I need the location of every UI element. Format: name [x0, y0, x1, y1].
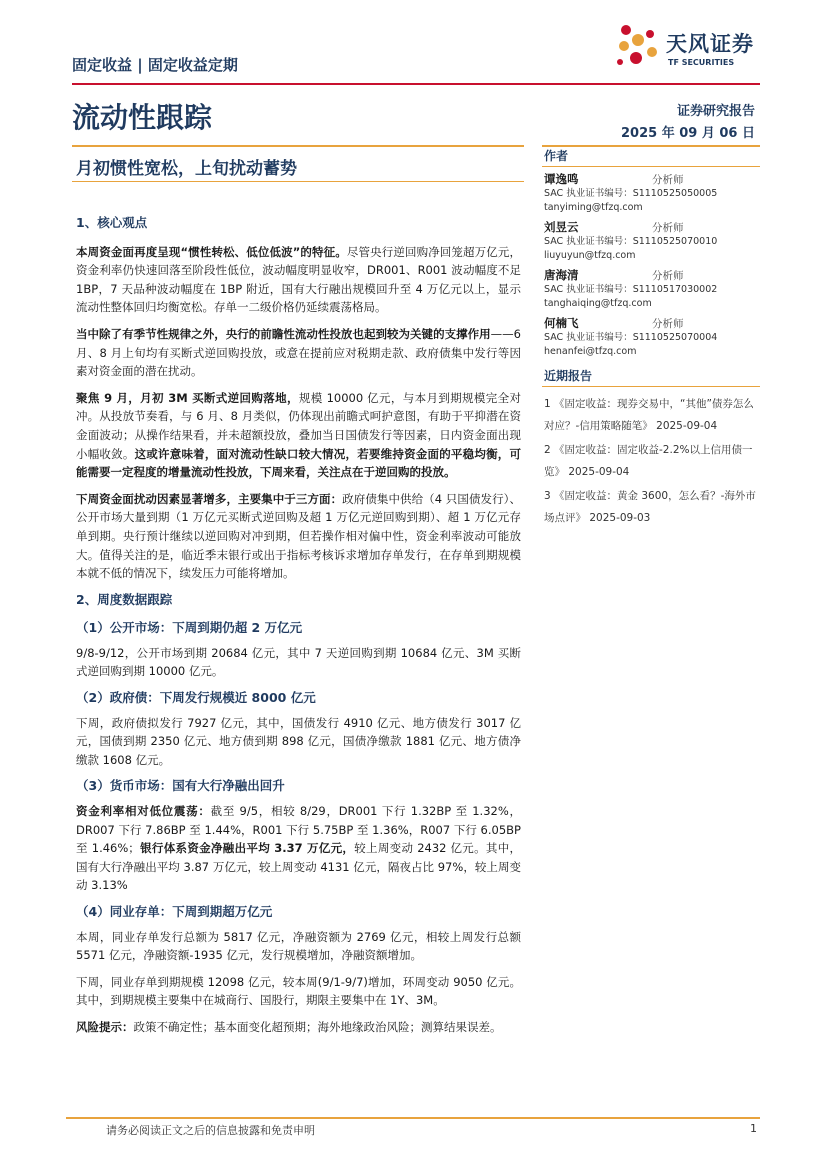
paragraph-bold: 当中除了有季节性规律之外，央行的前瞻性流动性投放也起到较为关键的支撑作用 — [76, 326, 491, 341]
recent-report-title: 1 《固定收益：现券交易中，“其他”债券怎么对应？-信用策略随笔》 — [544, 398, 754, 432]
risk-text: 政策不确定性；基本面变化超预期；海外地缘政治风险；测算结果误差。 — [133, 1019, 502, 1034]
paragraph-bold: 资金利率相对低位震荡： — [76, 804, 211, 819]
footer-disclaimer: 请务必阅读正文之后的信息披露和免责申明 — [106, 1124, 315, 1137]
author-name: 谭逸鸣 — [544, 172, 579, 186]
paragraph: 下周，政府债拟发行 7927 亿元，其中，国债发行 4910 亿元、地方债发行 3017 亿元，国债到期 2350 亿元、地方债到期 898 亿元，国债净缴款 1881 亿元、地方债净缴款 1608 亿元。 — [76, 715, 521, 767]
recent-reports-heading: 近期报告 — [542, 367, 760, 387]
subtitle-divider — [72, 181, 524, 182]
authors-heading: 作者 — [542, 147, 760, 167]
author-cert: SAC 执业证书编号：S1110517030002 — [544, 284, 718, 295]
recent-report-item[interactable] — [544, 393, 758, 437]
paragraph — [76, 490, 521, 583]
paragraph-text: ——6 月、8 月上旬均有买断式逆回购投放，或意在提前应对税期走款、政府债集中发行等因素对资金面的潜在扰动。 — [76, 326, 521, 379]
author-entry — [542, 311, 760, 359]
recent-report-item[interactable] — [544, 439, 758, 483]
author-role: 分析师 — [652, 222, 684, 234]
recent-report-date: 2025-09-04 — [568, 466, 630, 478]
section-heading: 2、周度数据跟踪 — [76, 591, 173, 607]
paragraph-text: 较上周变动 2432 亿元。其中，国有大行净融出平均 3.87 万亿元，较上周变动 4131 亿元，隔夜占比 97%，较上周变动 3.13% — [76, 841, 521, 893]
subsection-heading: （3）货币市场：国有大行净融出回升 — [76, 778, 285, 794]
main-content — [76, 212, 521, 1045]
author-email[interactable]: henanfei@tfzq.com — [544, 346, 637, 357]
author-entry — [542, 215, 760, 263]
logo-text-en: TF SECURITIES — [668, 58, 735, 67]
report-category: 固定收益 | 固定收益定期 — [72, 56, 238, 74]
paragraph: 9/8-9/12，公开市场到期 20684 亿元，其中 7 天逆回购到期 10684 亿元、3M 买断式逆回购到期 10000 亿元。 — [76, 645, 521, 679]
header-divider — [72, 83, 760, 85]
author-email[interactable]: liuyuyun@tfzq.com — [544, 250, 636, 261]
paragraph-text: 截至 9/5，相较 8/29，DR001 下行 1.32BP 至 1.32%，DR007 下行 7.86BP 至 1.44%，R001 下行 5.75BP 至 1.36%，R007 下行 6.05BP 至 1.46%； — [76, 804, 522, 856]
report-title: 流动性跟踪 — [72, 101, 213, 134]
author-cert: SAC 执业证书编号：S1110525070010 — [544, 236, 718, 247]
logo-text-cn: 天风证券 — [666, 32, 754, 56]
title-divider-left — [72, 145, 524, 147]
paragraph: 下周，同业存单到期规模 12098 亿元，较本周(9/1-9/7)增加，环周变动 9050 亿元。其中，到期规模主要集中在城商行、国股行，期限主要集中在 1Y、3M。 — [76, 974, 521, 1008]
subsection-heading: （4）同业存单：下周到期超万亿元 — [76, 904, 273, 919]
recent-reports — [542, 367, 760, 529]
recent-report-date: 2025-09-03 — [589, 512, 651, 524]
paragraph-text: 规模 10000 亿元，与本月到期规模完全对冲。从投放节奏看，与 6 月、8 月类似，仍体现出前瞻式呵护意图，有助于平抑潜在资金面波动；从操作结果看，并未超额投放，叠加当日国债发行等因素，日内资金面出现小幅收敛。 — [76, 390, 521, 461]
author-name: 何楠飞 — [544, 316, 579, 330]
paragraph-text: 政府债集中供给（4 只国债发行）、公开市场大量到期（1 万亿元买断式逆回购及超 1 万亿元逆回购到期）、超 1 万亿元存单到期。央行预计继续以逆回购对冲到期，但若操作相对偏中性，资金利率波动可能放大。值得关注的是，临近季末银行或出于指标考核诉求增加存单发行，在存单到期规模本就不低的情况下，续发压力可能将增加。 — [76, 491, 521, 581]
company-logo — [612, 22, 762, 72]
paragraph — [76, 802, 521, 895]
author-email[interactable]: tanyiming@tfzq.com — [544, 202, 643, 213]
report-type: 证券研究报告 — [676, 104, 755, 119]
recent-report-date: 2025-09-04 — [656, 420, 718, 432]
paragraph-text: 尽管央行逆回购净回笼超万亿元，资金利率仍快速回落至阶段性低位，波动幅度明显收窄，DR001、R001 波动幅度不足 1BP，7 天品种波动幅度在 1BP 附近，国有大行融出规模回升至 4 万亿元以上，显示流动性整体回归均衡宽松。存单一二级价格仍延续震荡格局。 — [76, 244, 522, 315]
recent-report-item[interactable] — [544, 485, 758, 529]
report-subtitle: 月初惯性宽松，上旬扰动蓄势 — [76, 159, 297, 179]
recent-report-title: 3 《固定收益：黄金 3600，怎么看？-海外市场点评》 — [544, 490, 756, 524]
author-cert: SAC 执业证书编号：S1110525050005 — [544, 188, 718, 199]
page-number: 1 — [750, 1122, 757, 1135]
paragraph — [76, 325, 521, 381]
section-heading: 1、核心观点 — [76, 215, 148, 230]
author-cert: SAC 执业证书编号：S1110525070004 — [544, 332, 718, 343]
paragraph — [76, 243, 521, 317]
paragraph-bold: 这或许意味着，面对流动性缺口较大情况，若要维持资金面的平稳均衡，可能需要一定程度的增量流动性投放，下周来看，关注点在于逆回购的投放。 — [76, 446, 522, 480]
author-entry — [542, 167, 760, 215]
author-entry — [542, 263, 760, 311]
paragraph: 本周，同业存单发行总额为 5817 亿元，净融资额为 2769 亿元，相较上周发行总额 5571 亿元，净融资额-1935 亿元，发行规模增加，净融资额增加。 — [76, 929, 521, 963]
paragraph-bold: 银行体系资金净融出平均 3.37 万亿元， — [139, 841, 355, 856]
report-date: 2025 年 09 月 06 日 — [621, 126, 755, 141]
author-role: 分析师 — [652, 174, 684, 186]
author-role: 分析师 — [652, 318, 684, 330]
subsection-heading: （2）政府债：下周发行规模近 8000 亿元 — [76, 690, 316, 706]
flower-logo-icon — [612, 22, 662, 70]
subsection-heading: （1）公开市场：下周到期仍超 2 万亿元 — [76, 620, 303, 636]
recent-report-list — [542, 387, 760, 529]
paragraph-bold: 本周资金面再度呈现“惯性转松、低位低波”的特征。 — [76, 244, 347, 259]
risk-label: 风险提示： — [76, 1019, 134, 1034]
author-email[interactable]: tanghaiqing@tfzq.com — [544, 298, 652, 309]
recent-report-title: 2 《固定收益：固定收益-2.2%以上信用债一览》 — [544, 444, 753, 478]
paragraph — [76, 389, 521, 482]
author-name: 唐海清 — [544, 268, 579, 282]
paragraph-bold: 聚焦 9 月，月初 3M 买断式逆回购落地， — [76, 390, 299, 405]
footer-divider — [66, 1117, 760, 1119]
sidebar — [542, 147, 760, 531]
author-name: 刘昱云 — [544, 220, 579, 234]
author-role: 分析师 — [652, 270, 684, 282]
risk-warning — [76, 1018, 521, 1037]
paragraph-bold: 下周资金面扰动因素显著增多，主要集中于三方面： — [76, 491, 343, 506]
author-list — [542, 167, 760, 359]
